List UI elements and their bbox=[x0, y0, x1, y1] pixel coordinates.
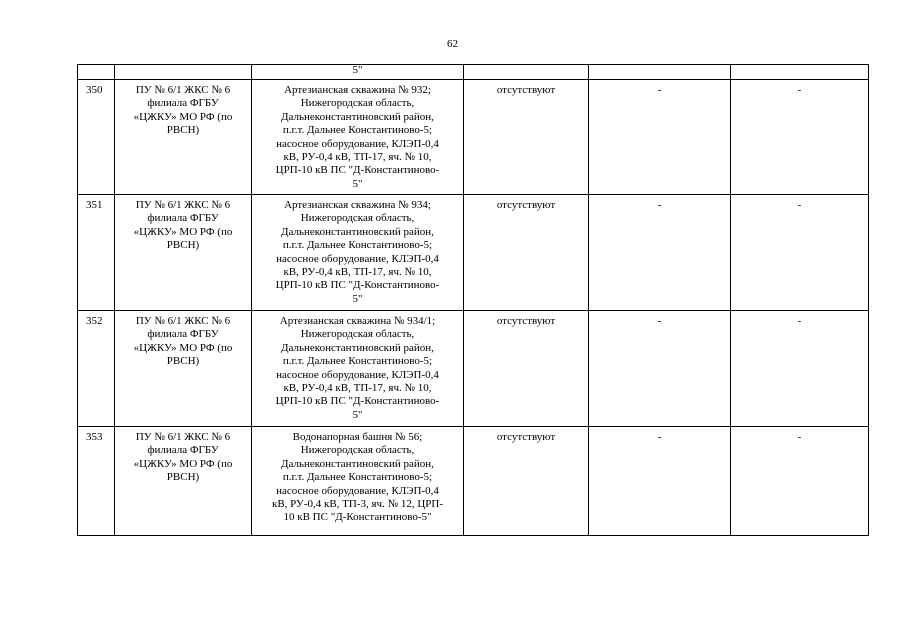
object-line: ЦРП-10 кВ ПС "Д-Константиново- bbox=[275, 164, 440, 177]
cell-status bbox=[464, 65, 589, 80]
owner-line: ПУ № 6/1 ЖКС № 6 bbox=[135, 315, 231, 327]
owner-line: филиала ФГБУ bbox=[147, 444, 219, 457]
cell-owner bbox=[115, 427, 252, 536]
object-line: насосное оборудование, КЛЭП-0,4 bbox=[276, 368, 439, 381]
cell-object bbox=[252, 80, 464, 195]
cell-status: отсутствуют bbox=[464, 427, 589, 536]
continuation-row bbox=[78, 65, 869, 80]
cell-col6: - bbox=[731, 427, 869, 536]
object-line: п.г.т. Дальнее Константиново-5; bbox=[282, 355, 433, 368]
owner-line: РВСН) bbox=[166, 355, 200, 368]
object-line: Водонапорная башня № 56; bbox=[292, 431, 423, 443]
cell-col5: - bbox=[589, 311, 731, 427]
owner-line: филиала ФГБУ bbox=[147, 212, 219, 225]
object-line: Дальнеконстантиновский район, bbox=[281, 110, 434, 123]
object-line: Артезианская скважина № 934; bbox=[284, 199, 431, 211]
object-line: 5" bbox=[352, 177, 363, 190]
object-line: Дальнеконстантиновский район, bbox=[281, 457, 434, 470]
object-line: Нижегородская область, bbox=[300, 328, 415, 341]
table-row bbox=[78, 195, 869, 311]
object-line: ЦРП-10 кВ ПС "Д-Константиново- bbox=[275, 395, 440, 408]
cell-col6 bbox=[731, 65, 869, 80]
table-row bbox=[78, 311, 869, 427]
owner-line: РВСН) bbox=[166, 471, 200, 484]
cell-status: отсутствуют bbox=[464, 80, 589, 195]
owner-line: «ЦЖКУ» МО РФ (по bbox=[133, 110, 233, 123]
cell-num: 351 bbox=[78, 195, 115, 311]
cell-owner bbox=[115, 195, 252, 311]
cell-col6: - bbox=[731, 311, 869, 427]
object-line: 5" bbox=[352, 408, 363, 421]
cell-owner bbox=[115, 311, 252, 427]
owner-line: РВСН) bbox=[166, 239, 200, 252]
cell-num: 353 bbox=[78, 427, 115, 536]
object-line: Дальнеконстантиновский район, bbox=[281, 341, 434, 354]
owner-line: филиала ФГБУ bbox=[147, 328, 219, 341]
owner-line: ПУ № 6/1 ЖКС № 6 bbox=[135, 84, 231, 96]
cell-owner bbox=[115, 65, 252, 80]
owner-line: ПУ № 6/1 ЖКС № 6 bbox=[135, 431, 231, 443]
object-line: 10 кВ ПС "Д-Константиново-5" bbox=[283, 511, 432, 524]
object-line: Нижегородская область, bbox=[300, 212, 415, 225]
object-line: кВ, РУ-0,4 кВ, ТП-17, яч. № 10, bbox=[283, 266, 432, 279]
registry-table-body bbox=[78, 65, 869, 536]
owner-line: филиала ФГБУ bbox=[147, 97, 219, 110]
table-row bbox=[78, 80, 869, 195]
cell-num: 352 bbox=[78, 311, 115, 427]
cell-status: отсутствуют bbox=[464, 195, 589, 311]
cell-num: 350 bbox=[78, 80, 115, 195]
object-line: Артезианская скважина № 934/1; bbox=[279, 315, 436, 327]
object-line: Нижегородская область, bbox=[300, 97, 415, 110]
cell-owner bbox=[115, 80, 252, 195]
object-line: насосное оборудование, КЛЭП-0,4 bbox=[276, 137, 439, 150]
object-line: ЦРП-10 кВ ПС "Д-Константиново- bbox=[275, 279, 440, 292]
cell-col6: - bbox=[731, 80, 869, 195]
cell-col5 bbox=[589, 65, 731, 80]
object-line: Дальнеконстантиновский район, bbox=[281, 225, 434, 238]
cell-object bbox=[252, 195, 464, 311]
object-line: насосное оборудование, КЛЭП-0,4 bbox=[276, 484, 439, 497]
object-line: кВ, РУ-0,4 кВ, ТП-3, яч. № 12, ЦРП- bbox=[272, 498, 443, 511]
registry-table bbox=[77, 64, 869, 536]
cell-status: отсутствуют bbox=[464, 311, 589, 427]
object-line: п.г.т. Дальнее Константиново-5; bbox=[282, 471, 433, 484]
object-line: кВ, РУ-0,4 кВ, ТП-17, яч. № 10, bbox=[283, 382, 432, 395]
object-line: 5" bbox=[352, 292, 363, 305]
table-row bbox=[78, 427, 869, 536]
page-number: 62 bbox=[447, 38, 458, 50]
cell-col5: - bbox=[589, 427, 731, 536]
owner-line: ПУ № 6/1 ЖКС № 6 bbox=[135, 199, 231, 211]
cell-object bbox=[252, 311, 464, 427]
owner-line: РВСН) bbox=[166, 124, 200, 137]
owner-line: «ЦЖКУ» МО РФ (по bbox=[133, 457, 233, 470]
cell-num bbox=[78, 65, 115, 80]
cell-col5: - bbox=[589, 195, 731, 311]
object-line: Артезианская скважина № 932; bbox=[284, 84, 431, 96]
object-line: п.г.т. Дальнее Константиново-5; bbox=[282, 124, 433, 137]
cell-col6: - bbox=[731, 195, 869, 311]
cell-object bbox=[252, 427, 464, 536]
object-line: Нижегородская область, bbox=[300, 444, 415, 457]
owner-line: «ЦЖКУ» МО РФ (по bbox=[133, 225, 233, 238]
owner-line: «ЦЖКУ» МО РФ (по bbox=[133, 341, 233, 354]
object-line: п.г.т. Дальнее Константиново-5; bbox=[282, 239, 433, 252]
cell-object: 5" bbox=[252, 65, 464, 80]
object-line: насосное оборудование, КЛЭП-0,4 bbox=[276, 252, 439, 265]
object-line: кВ, РУ-0,4 кВ, ТП-17, яч. № 10, bbox=[283, 151, 432, 164]
cell-col5: - bbox=[589, 80, 731, 195]
